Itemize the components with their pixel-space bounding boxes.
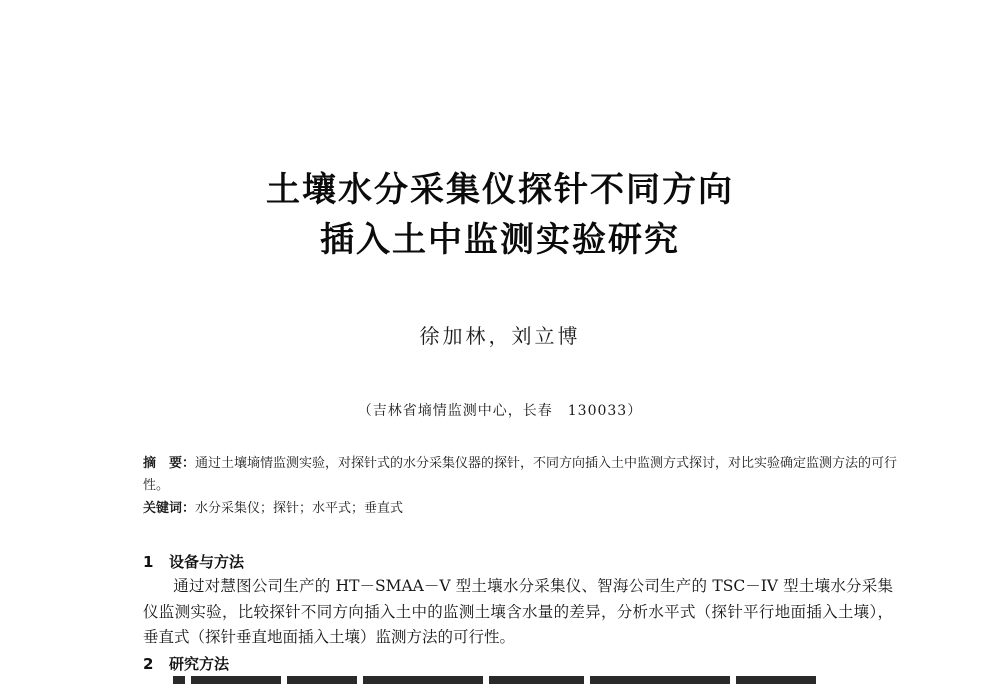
cut-off-text-line — [143, 676, 883, 684]
abstract — [143, 453, 903, 497]
section-number: 2 — [143, 655, 154, 673]
section-heading-2 — [143, 653, 229, 674]
paper-title-line-2: 插入土中监测实验研究 — [320, 220, 680, 260]
keywords-text: 水分采集仪；探针；水平式；垂直式 — [195, 501, 404, 516]
paper-title-line-1: 土壤水分采集仪探针不同方向 — [266, 170, 734, 210]
affiliation: （吉林省墒情监测中心，长春 130033） — [357, 403, 643, 419]
section-number: 1 — [143, 553, 154, 571]
section-title: 研究方法 — [169, 655, 230, 673]
section-title: 设备与方法 — [169, 553, 245, 571]
authors: 徐加林，刘立博 — [419, 324, 581, 348]
keywords — [143, 498, 903, 520]
abstract-text: 通过土壤墒情监测实验，对探针式的水分采集仪器的探针，不同方向插入土中监测方式探讨，对比实验确定监测方法的可行性。 — [143, 456, 898, 493]
section-1-paragraph — [143, 574, 893, 651]
section-1-body: 通过对慧图公司生产的 HT－SMAA－V 型土壤水分采集仪、智海公司生产的 TSC－IV 型土壤水分采集仪监测实验，比较探针不同方向插入土中的监测土壤含水量的差异，分析水平式（探针平行地面插入土壤），垂直式（探针垂直地面插入土壤）监测方法的可行性。 — [143, 577, 893, 646]
abstract-label: 摘 要： — [143, 456, 196, 471]
section-heading-1 — [143, 551, 244, 572]
keywords-label: 关键词： — [143, 501, 196, 516]
